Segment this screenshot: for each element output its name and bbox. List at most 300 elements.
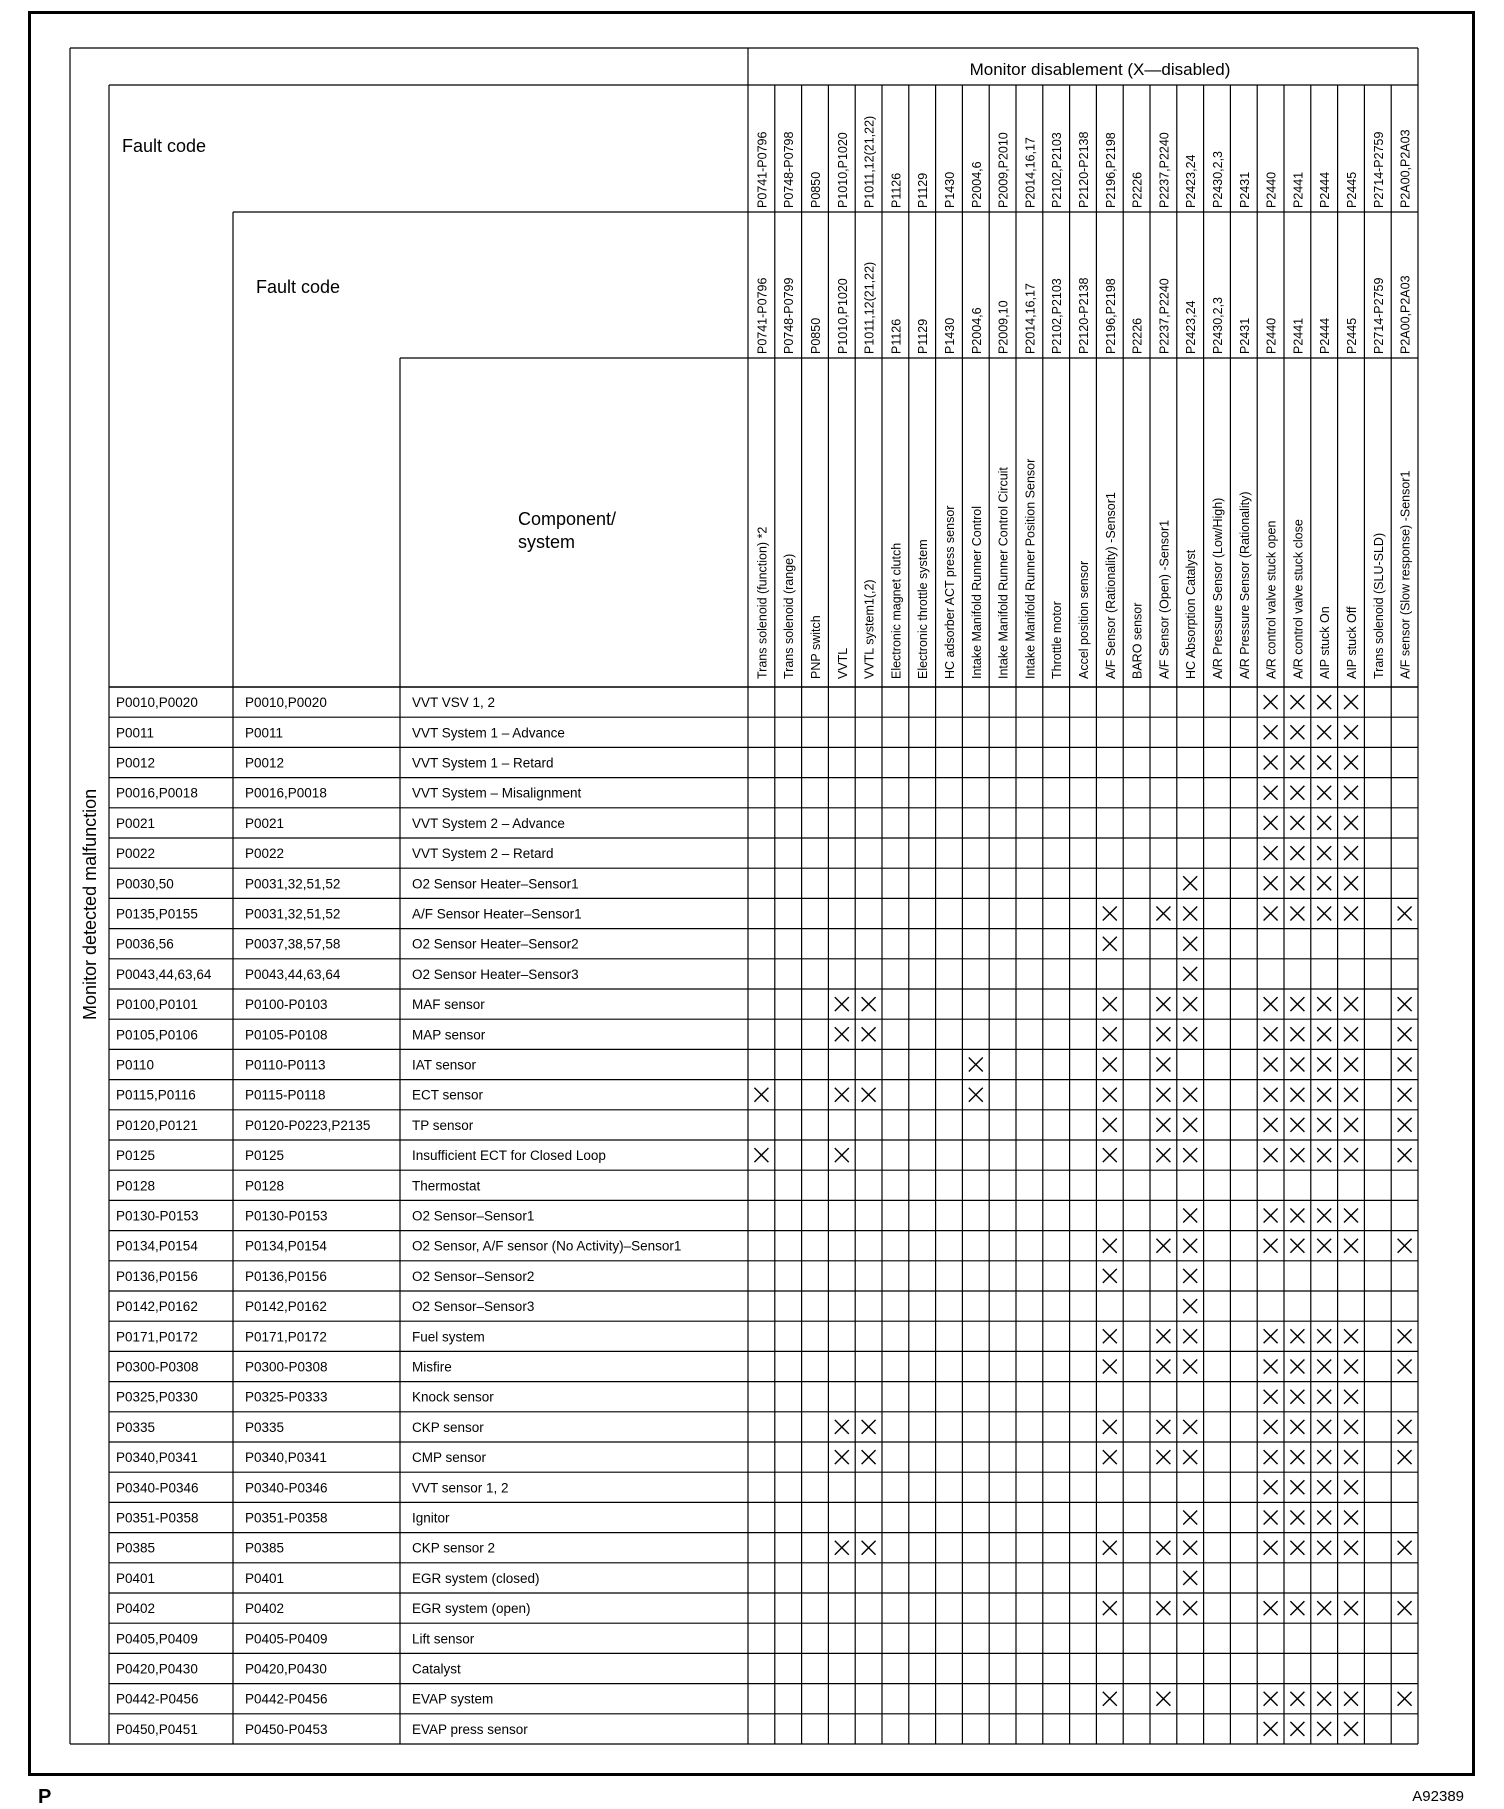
- disabled-mark: [1398, 1118, 1412, 1132]
- column-component: VVTL: [835, 647, 850, 679]
- row-fault-code: P0120,P0121: [116, 1117, 198, 1133]
- disabled-mark: [1264, 816, 1278, 830]
- disabled-mark: [1103, 997, 1117, 1011]
- column-code-mid: P2004,6: [969, 307, 984, 354]
- row-system: EGR system (open): [412, 1601, 531, 1617]
- disabled-mark: [1103, 937, 1117, 951]
- component-system-label-2: system: [518, 532, 576, 552]
- disabled-mark: [1317, 997, 1331, 1011]
- component-system-label: Component/: [518, 509, 617, 529]
- disabled-mark: [1344, 725, 1358, 739]
- column-component: Electronic throttle system: [916, 539, 931, 679]
- column-component: Intake Manifold Runner Position Sensor: [1023, 458, 1038, 679]
- disabled-mark: [1264, 1118, 1278, 1132]
- column-component: A/R control valve stuck open: [1264, 520, 1279, 679]
- disabled-mark: [1183, 1360, 1197, 1374]
- column-code-mid: P2444: [1318, 317, 1333, 354]
- disabled-mark: [1264, 725, 1278, 739]
- row-fault-code-detail: P0420,P0430: [245, 1661, 327, 1677]
- disabled-mark: [1264, 1541, 1278, 1555]
- column-code-top: P2430,2,3: [1211, 151, 1225, 208]
- disabled-mark: [1183, 907, 1197, 921]
- disabled-mark: [969, 1088, 983, 1102]
- disabled-mark: [1183, 1420, 1197, 1434]
- row-fault-code: P0036,56: [116, 936, 174, 952]
- column-component: Trans solenoid (function) *2: [755, 526, 770, 679]
- disabled-mark: [1344, 1480, 1358, 1494]
- row-fault-code-detail: P0405-P0409: [245, 1631, 328, 1647]
- disabled-mark: [1398, 1027, 1412, 1041]
- column-code-top: P0850: [809, 171, 823, 208]
- disabled-mark: [835, 1088, 849, 1102]
- disabled-mark: [1317, 1027, 1331, 1041]
- row-fault-code: P0105,P0106: [116, 1027, 198, 1043]
- row-system: O2 Sensor Heater–Sensor2: [412, 936, 579, 952]
- row-fault-code-detail: P0300-P0308: [245, 1359, 328, 1375]
- disabled-mark: [1290, 1239, 1304, 1253]
- row-fault-code: P0016,P0018: [116, 785, 198, 801]
- disabled-mark: [1103, 1601, 1117, 1615]
- disabled-mark: [1183, 1299, 1197, 1313]
- row-system: O2 Sensor Heater–Sensor1: [412, 876, 579, 892]
- column-code-mid: P1011,12(21,22): [862, 261, 877, 354]
- disabled-mark: [1317, 695, 1331, 709]
- row-fault-code: P0125: [116, 1148, 156, 1164]
- disabled-mark: [1398, 1692, 1412, 1706]
- disabled-mark: [1344, 846, 1358, 860]
- row-system: VVT sensor 1, 2: [412, 1480, 509, 1496]
- disabled-mark: [1183, 1511, 1197, 1525]
- disabled-mark: [1103, 1692, 1117, 1706]
- row-fault-code-detail: P0128: [245, 1178, 285, 1194]
- column-component: AIP stuck On: [1318, 606, 1333, 679]
- disabled-mark: [1398, 1329, 1412, 1343]
- column-component: Trans solenoid (SLU-SLD): [1371, 532, 1386, 679]
- disabled-mark: [1398, 1088, 1412, 1102]
- row-fault-code: P0022: [116, 846, 156, 862]
- column-code-mid: P2014,16,17: [1023, 283, 1038, 354]
- disabled-mark: [1183, 937, 1197, 951]
- column-code-top: P1011,12(21,22): [862, 115, 877, 208]
- column-component: A/F Sensor (Open) -Sensor1: [1157, 519, 1172, 679]
- column-code-top: P2444: [1318, 171, 1333, 208]
- row-system: CKP sensor 2: [412, 1540, 496, 1556]
- column-code-mid: P2237,P2240: [1157, 278, 1172, 354]
- disabled-mark: [1264, 1480, 1278, 1494]
- row-system: O2 Sensor–Sensor2: [412, 1268, 535, 1284]
- row-fault-code: P0110: [116, 1057, 155, 1073]
- row-fault-code-detail: P0125: [245, 1148, 285, 1164]
- disabled-mark: [1264, 786, 1278, 800]
- disabled-mark: [1103, 1118, 1117, 1132]
- row-fault-code: P0442-P0456: [116, 1691, 199, 1707]
- row-system: Catalyst: [412, 1661, 461, 1677]
- column-code-top: P2441: [1291, 171, 1306, 208]
- disabled-mark: [754, 1148, 768, 1162]
- disabled-mark: [1290, 1209, 1304, 1223]
- disabled-mark: [1103, 1239, 1117, 1253]
- disabled-mark: [1344, 1148, 1358, 1162]
- column-component: Intake Manifold Runner Control Circuit: [996, 467, 1011, 679]
- row-fault-code-detail: P0130-P0153: [245, 1208, 328, 1224]
- column-code-mid: P2440: [1264, 317, 1279, 354]
- row-fault-code-detail: P0110-P0113: [245, 1057, 326, 1073]
- row-fault-code: P0450,P0451: [116, 1721, 198, 1737]
- disabled-mark: [1290, 1511, 1304, 1525]
- disabled-mark: [1103, 1148, 1117, 1162]
- row-fault-code: P0405,P0409: [116, 1631, 198, 1647]
- row-system: EVAP press sensor: [412, 1721, 528, 1737]
- column-code-top: P0748-P0798: [782, 131, 797, 208]
- row-fault-code: P0130-P0153: [116, 1208, 199, 1224]
- disabled-mark: [1317, 1118, 1331, 1132]
- footer-mark: P: [38, 1786, 52, 1808]
- column-code-mid: P2102,P2103: [1050, 278, 1065, 354]
- column-code-top: P2445: [1345, 171, 1359, 208]
- row-system: Thermostat: [412, 1178, 481, 1194]
- disabled-mark: [1290, 1088, 1304, 1102]
- column-code-mid: P2714-P2759: [1371, 277, 1386, 354]
- row-fault-code: P0128: [116, 1178, 156, 1194]
- column-code-mid: P2423,24: [1184, 300, 1199, 354]
- column-component: A/F Sensor (Rationality) -Sensor1: [1103, 492, 1118, 679]
- disabled-mark: [1290, 1480, 1304, 1494]
- row-fault-code-detail: P0325-P0333: [245, 1389, 328, 1405]
- disabled-mark: [1344, 1088, 1358, 1102]
- disabled-mark: [1156, 997, 1170, 1011]
- row-fault-code: P0335: [116, 1419, 156, 1435]
- column-code-mid: P2120-P2138: [1077, 277, 1091, 354]
- disabled-mark: [1156, 1088, 1170, 1102]
- disabled-mark: [1344, 1329, 1358, 1343]
- disabled-mark: [1290, 1148, 1304, 1162]
- disabled-mark: [1103, 1541, 1117, 1555]
- row-fault-code: P0021: [116, 815, 156, 831]
- column-code-top: P1126: [889, 172, 904, 208]
- disabled-mark: [1264, 1692, 1278, 1706]
- row-system: A/F Sensor Heater–Sensor1: [412, 906, 582, 922]
- disabled-mark: [862, 1088, 876, 1102]
- row-system: VVT System – Misalignment: [412, 785, 582, 801]
- disabled-mark: [1264, 907, 1278, 921]
- column-component: PNP switch: [809, 615, 823, 679]
- disabled-mark: [1264, 756, 1278, 770]
- row-system: Insufficient ECT for Closed Loop: [412, 1148, 606, 1164]
- row-system: VVT System 1 – Advance: [412, 725, 565, 741]
- disabled-mark: [1103, 1420, 1117, 1434]
- row-fault-code: P0010,P0020: [116, 695, 198, 711]
- disabled-mark: [1264, 1360, 1278, 1374]
- fault-code-label-top: Fault code: [122, 136, 207, 156]
- column-component: HC adsorber ACT press sensor: [943, 505, 957, 679]
- disabled-mark: [1103, 907, 1117, 921]
- disabled-mark: [1317, 1390, 1331, 1404]
- disabled-mark: [1317, 1239, 1331, 1253]
- disabled-mark: [1344, 695, 1358, 709]
- row-fault-code-detail: P0142,P0162: [245, 1299, 327, 1315]
- column-code-top: P1430: [943, 171, 957, 208]
- row-fault-code: P0171,P0172: [116, 1329, 198, 1345]
- row-fault-code: P0325,P0330: [116, 1389, 198, 1405]
- disabled-mark: [1290, 786, 1304, 800]
- disabled-mark: [1156, 1239, 1170, 1253]
- column-code-mid: P2445: [1345, 317, 1359, 354]
- disabled-mark: [1156, 1027, 1170, 1041]
- column-code-top: P2714-P2759: [1371, 131, 1386, 208]
- disabled-mark: [1290, 1329, 1304, 1343]
- disabled-mark: [1290, 725, 1304, 739]
- disabled-mark: [1317, 846, 1331, 860]
- disabled-mark: [1344, 997, 1358, 1011]
- disabled-mark: [1344, 1722, 1358, 1736]
- column-component: Intake Manifold Runner Control: [969, 505, 984, 679]
- disabled-mark: [1344, 1118, 1358, 1132]
- disabled-mark: [1290, 1601, 1304, 1615]
- row-fault-code: P0340,P0341: [116, 1450, 198, 1466]
- disabled-mark: [835, 997, 849, 1011]
- disabled-mark: [1317, 907, 1331, 921]
- row-fault-code-detail: P0442-P0456: [245, 1691, 328, 1707]
- disabled-mark: [1317, 1088, 1331, 1102]
- disabled-mark: [1264, 1601, 1278, 1615]
- disabled-mark: [1183, 876, 1197, 890]
- row-fault-code-detail: P0115-P0118: [245, 1087, 326, 1103]
- disabled-mark: [1264, 876, 1278, 890]
- row-fault-code-detail: P0450-P0453: [245, 1721, 328, 1737]
- disabled-mark: [1317, 1480, 1331, 1494]
- disabled-mark: [1317, 1360, 1331, 1374]
- disabled-mark: [1317, 816, 1331, 830]
- disabled-mark: [1103, 1027, 1117, 1041]
- disabled-mark: [1290, 1390, 1304, 1404]
- disabled-mark: [1264, 1209, 1278, 1223]
- disabled-mark: [1103, 1450, 1117, 1464]
- disabled-mark: [835, 1027, 849, 1041]
- disabled-mark: [1344, 1692, 1358, 1706]
- disabled-mark: [1183, 1118, 1197, 1132]
- disabled-mark: [1317, 1058, 1331, 1072]
- column-component: AIP stuck Off: [1345, 606, 1359, 679]
- row-fault-code: P0401: [116, 1570, 156, 1586]
- row-fault-code: P0100,P0101: [116, 997, 198, 1013]
- disabled-mark: [1264, 1450, 1278, 1464]
- disabled-mark: [1156, 907, 1170, 921]
- monitor-detected-label: Monitor detected malfunction: [80, 788, 100, 1020]
- column-code-mid: P0748-P0799: [782, 277, 797, 354]
- disabled-mark: [862, 1420, 876, 1434]
- column-code-top: P2102,P2103: [1050, 132, 1065, 208]
- row-fault-code: P0402: [116, 1601, 156, 1617]
- row-system: MAP sensor: [412, 1027, 486, 1043]
- disabled-mark: [1317, 1692, 1331, 1706]
- disabled-mark: [1344, 1450, 1358, 1464]
- disabled-mark: [1344, 786, 1358, 800]
- disabled-mark: [1264, 1027, 1278, 1041]
- disabled-mark: [1344, 816, 1358, 830]
- disabled-mark: [1183, 1450, 1197, 1464]
- disabled-mark: [1398, 1541, 1412, 1555]
- disabled-mark: [1264, 695, 1278, 709]
- row-fault-code: P0136,P0156: [116, 1268, 198, 1284]
- disabled-mark: [1317, 1148, 1331, 1162]
- column-component: VVTL system1(,2): [862, 579, 877, 679]
- disabled-mark: [1290, 1722, 1304, 1736]
- disabled-mark: [1317, 1601, 1331, 1615]
- column-code-mid: P2430,2,3: [1211, 297, 1225, 354]
- disabled-mark: [862, 1450, 876, 1464]
- disabled-mark: [1344, 756, 1358, 770]
- disabled-mark: [1344, 1390, 1358, 1404]
- disabled-mark: [835, 1148, 849, 1162]
- row-fault-code-detail: P0351-P0358: [245, 1510, 328, 1526]
- disabled-mark: [1290, 876, 1304, 890]
- disabled-mark: [1317, 876, 1331, 890]
- disabled-mark: [1290, 695, 1304, 709]
- column-component: A/R Pressure Sensor (Rationality): [1237, 491, 1252, 679]
- table-rows: [116, 695, 1412, 1737]
- row-system: VVT System 2 – Retard: [412, 846, 554, 862]
- row-system: EVAP system: [412, 1691, 494, 1707]
- disabled-mark: [1264, 1239, 1278, 1253]
- disabled-mark: [1156, 1450, 1170, 1464]
- row-fault-code-detail: P0340-P0346: [245, 1480, 328, 1496]
- row-system: VVT System 2 – Advance: [412, 815, 565, 831]
- disabled-mark: [1290, 846, 1304, 860]
- disabled-mark: [1398, 1058, 1412, 1072]
- row-fault-code-detail: P0134,P0154: [245, 1238, 327, 1254]
- disabled-mark: [754, 1088, 768, 1102]
- column-code-mid: P2A00,P2A03: [1398, 275, 1413, 354]
- row-system: IAT sensor: [412, 1057, 477, 1073]
- disabled-mark: [1344, 876, 1358, 890]
- row-system: Fuel system: [412, 1329, 485, 1345]
- column-code-mid: P1126: [889, 318, 904, 354]
- disabled-mark: [1103, 1329, 1117, 1343]
- disabled-mark: [1290, 907, 1304, 921]
- disabled-mark: [1344, 1601, 1358, 1615]
- row-fault-code: P0300-P0308: [116, 1359, 199, 1375]
- column-component: Accel position sensor: [1077, 560, 1091, 679]
- disabled-mark: [1317, 1722, 1331, 1736]
- disabled-mark: [1398, 1239, 1412, 1253]
- disabled-mark: [1317, 1450, 1331, 1464]
- column-component: A/R control valve stuck close: [1291, 519, 1306, 679]
- disabled-mark: [1344, 1239, 1358, 1253]
- row-fault-code-detail: P0136,P0156: [245, 1268, 327, 1284]
- row-fault-code: P0043,44,63,64: [116, 966, 212, 982]
- column-headers: [755, 116, 1412, 679]
- column-code-mid: P2441: [1291, 317, 1306, 354]
- disabled-mark: [1264, 1088, 1278, 1102]
- row-fault-code-detail: P0031,32,51,52: [245, 906, 341, 922]
- row-fault-code-detail: P0011: [245, 725, 284, 741]
- disabled-mark: [1264, 1722, 1278, 1736]
- disabled-mark: [1317, 1541, 1331, 1555]
- disabled-mark: [1264, 1390, 1278, 1404]
- disabled-mark: [862, 1541, 876, 1555]
- column-code-mid: P0850: [809, 317, 823, 354]
- disabled-mark: [1183, 1209, 1197, 1223]
- column-code-mid: P2196,P2198: [1103, 278, 1118, 354]
- disabled-mark: [1398, 1420, 1412, 1434]
- disabled-mark: [1183, 1239, 1197, 1253]
- disabled-mark: [1290, 1118, 1304, 1132]
- disabled-mark: [1264, 1148, 1278, 1162]
- disabled-mark: [1156, 1118, 1170, 1132]
- column-component: Trans solenoid (range): [782, 553, 797, 679]
- disabled-mark: [1183, 1269, 1197, 1283]
- disabled-mark: [1156, 1601, 1170, 1615]
- row-system: VVT VSV 1, 2: [412, 695, 496, 711]
- row-fault-code-detail: P0016,P0018: [245, 785, 327, 801]
- row-system: CKP sensor: [412, 1419, 484, 1435]
- column-code-mid: P2009,10: [996, 300, 1011, 354]
- disabled-mark: [1156, 1541, 1170, 1555]
- disabled-mark: [1103, 1269, 1117, 1283]
- row-system: Ignitor: [412, 1510, 450, 1526]
- column-code-top: P2A00,P2A03: [1398, 129, 1413, 208]
- disabled-mark: [1398, 907, 1412, 921]
- row-fault-code: P0351-P0358: [116, 1510, 199, 1526]
- fault-code-label-mid: Fault code: [256, 277, 341, 297]
- column-code-mid: P1430: [943, 317, 957, 354]
- disabled-mark: [1290, 1420, 1304, 1434]
- row-system: Knock sensor: [412, 1389, 494, 1405]
- disabled-mark: [1264, 1420, 1278, 1434]
- disabled-mark: [1264, 846, 1278, 860]
- row-fault-code: P0012: [116, 755, 156, 771]
- row-fault-code: P0115,P0116: [116, 1087, 196, 1103]
- disabled-mark: [1290, 756, 1304, 770]
- column-code-top: P2004,6: [969, 161, 984, 208]
- row-fault-code: P0142,P0162: [116, 1299, 198, 1315]
- column-code-mid: P2431: [1237, 317, 1252, 354]
- row-fault-code-detail: P0171,P0172: [245, 1329, 327, 1345]
- disabled-mark: [835, 1420, 849, 1434]
- disabled-mark: [835, 1450, 849, 1464]
- column-code-top: P0741-P0796: [755, 131, 770, 208]
- disabled-mark: [835, 1541, 849, 1555]
- column-code-top: P2431: [1237, 171, 1252, 208]
- disabled-mark: [1103, 1058, 1117, 1072]
- disabled-mark: [1398, 997, 1412, 1011]
- row-system: Misfire: [412, 1359, 452, 1375]
- disabled-mark: [1183, 1329, 1197, 1343]
- disabled-mark: [1344, 1209, 1358, 1223]
- row-system: O2 Sensor–Sensor1: [412, 1208, 535, 1224]
- disabled-mark: [1290, 1027, 1304, 1041]
- disabled-mark: [1156, 1329, 1170, 1343]
- disabled-mark: [1156, 1058, 1170, 1072]
- column-code-mid: P2226: [1130, 317, 1145, 354]
- column-component: HC Absorption Catalyst: [1184, 549, 1199, 679]
- row-fault-code: P0385: [116, 1540, 156, 1556]
- row-system: VVT System 1 – Retard: [412, 755, 554, 771]
- column-code-top: P2237,P2240: [1157, 132, 1172, 208]
- column-code-top: P2196,P2198: [1103, 132, 1118, 208]
- disabled-mark: [1290, 1360, 1304, 1374]
- row-fault-code-detail: P0043,44,63,64: [245, 966, 341, 982]
- column-component: BARO sensor: [1130, 602, 1145, 679]
- disabled-mark: [1183, 1148, 1197, 1162]
- disabled-mark: [1317, 1420, 1331, 1434]
- row-fault-code-detail: P0031,32,51,52: [245, 876, 341, 892]
- row-fault-code-detail: P0037,38,57,58: [245, 936, 341, 952]
- disabled-mark: [1103, 1360, 1117, 1374]
- column-code-top: P1129: [916, 172, 931, 208]
- row-system: O2 Sensor, A/F sensor (No Activity)–Sensor1: [412, 1238, 682, 1254]
- disabled-mark: [1156, 1420, 1170, 1434]
